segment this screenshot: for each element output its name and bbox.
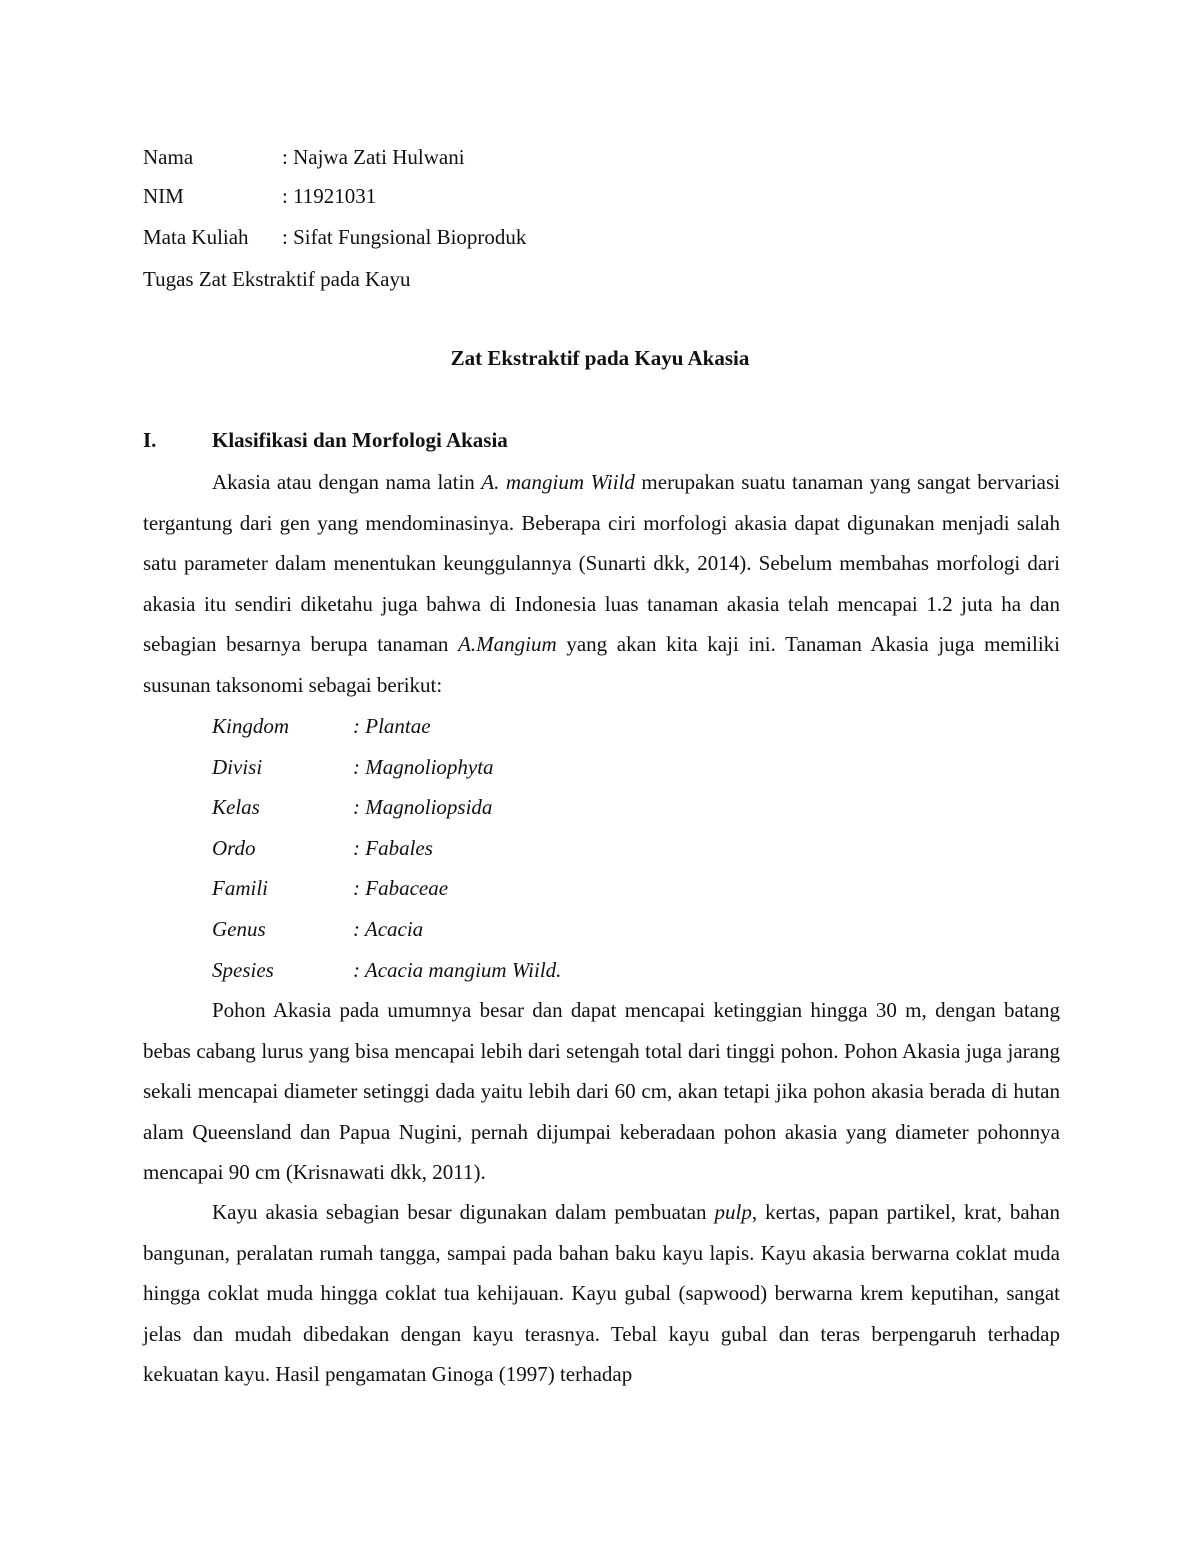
document-title: Zat Ekstraktif pada Kayu Akasia: [450, 346, 750, 370]
info-row-nim: [143, 181, 376, 211]
taxonomy-row: [212, 868, 561, 909]
taxonomy-rank: Famili: [212, 876, 268, 901]
info-row-nama: [143, 142, 465, 172]
info-row-mata-kuliah: [143, 222, 526, 252]
section-title: Klasifikasi dan Morfologi Akasia: [212, 428, 508, 452]
info-value: : Najwa Zati Hulwani: [282, 145, 465, 169]
paragraph-wood-use: [143, 1192, 1060, 1395]
taxonomy-value: : Fabaceae: [353, 876, 449, 901]
italic-term: pulp: [714, 1200, 752, 1224]
taxonomy-row: [212, 787, 561, 828]
paragraph-intro: [143, 462, 1060, 706]
info-label: Mata Kuliah: [143, 225, 249, 249]
taxonomy-value: : Plantae: [353, 714, 431, 738]
paragraph-tree-size: Pohon Akasia pada umumnya besar dan dapat mencapai ketinggian hingga 30 m, dengan batang bebas cabang lurus yang bisa mencapai lebih dari setengah total dari tinggi pohon. Pohon Akasia juga jarang sekali mencapai diameter setinggi dada yaitu lebih dari 60 cm, akan tetapi jika pohon akasia berada di hutan alam Queensland dan Papua Nugini, pernah dijumpai keberadaan pohon akasia yang diameter pohonnya mencapai 90 cm (Krisnawati dkk, 2011).: [143, 998, 1060, 1185]
taxonomy-rank: Kelas: [212, 795, 260, 820]
taxonomy-rank: Kingdom: [212, 714, 290, 738]
taxonomy-value: : Magnoliopsida: [353, 795, 493, 820]
taxonomy-row: [212, 828, 561, 869]
info-label: Nama: [143, 145, 194, 169]
taxonomy-rank: Ordo: [212, 835, 256, 860]
taxonomy-row: [212, 706, 561, 747]
italic-term: A. mangium Wiild: [481, 470, 635, 494]
taxonomy-rank: Spesies: [212, 957, 274, 982]
text-run: Akasia atau dengan nama latin: [212, 470, 482, 494]
text-run: merupakan suatu tanaman yang sangat bervariasi tergantung dari gen yang mendominasinya. Beberapa ciri morfologi akasia dapat digunakan menjadi salah satu parameter dalam menentukan keunggulannya (Sunarti dkk, 2014). Sebelum membahas morfologi dari akasia itu sendiri diketahu juga bahwa di Indonesia luas tanaman akasia telah mencapai 1.2 juta ha dan sebagian besarnya berupa tanaman: [143, 470, 1060, 657]
text-run: Kayu akasia sebagian besar digunakan dalam pembuatan: [212, 1200, 715, 1224]
taxonomy-list: [212, 706, 561, 990]
text-run: , kertas, papan partikel, krat, bahan bangunan, peralatan rumah tangga, sampai pada bahan baku kayu lapis. Kayu akasia berwarna coklat muda hingga coklat muda hingga coklat tua kehijauan. Kayu gubal (sapwood) berwarna krem keputihan, sangat jelas dan mudah dibedakan dengan kayu terasnya. Tebal kayu gubal dan teras berpengaruh terhadap kekuatan kayu. Hasil pengamatan Ginoga (1997) terhadap: [143, 1200, 1060, 1387]
taxonomy-row: [212, 909, 561, 950]
info-value: : Sifat Fungsional Bioproduk: [282, 225, 527, 249]
taxonomy-value: : Acacia mangium Wiild.: [353, 957, 562, 982]
taxonomy-row: [212, 747, 561, 788]
assignment-title: Tugas Zat Ekstraktif pada Kayu: [143, 267, 411, 291]
info-value: : 11921031: [282, 184, 377, 208]
taxonomy-rank: Divisi: [212, 754, 263, 779]
info-label: NIM: [143, 184, 184, 208]
taxonomy-rank: Genus: [212, 916, 266, 941]
taxonomy-value: : Magnoliophyta: [353, 754, 494, 779]
section-heading: [143, 425, 508, 455]
taxonomy-row: [212, 950, 561, 991]
text-run: yang akan kita kaji ini. Tanaman Akasia juga memiliki susunan taksonomi sebagai berikut:: [143, 632, 1060, 697]
taxonomy-value: : Acacia: [353, 916, 424, 941]
taxonomy-value: : Fabales: [353, 835, 433, 860]
section-number: I.: [143, 428, 157, 452]
italic-term: A.Mangium: [458, 632, 557, 657]
